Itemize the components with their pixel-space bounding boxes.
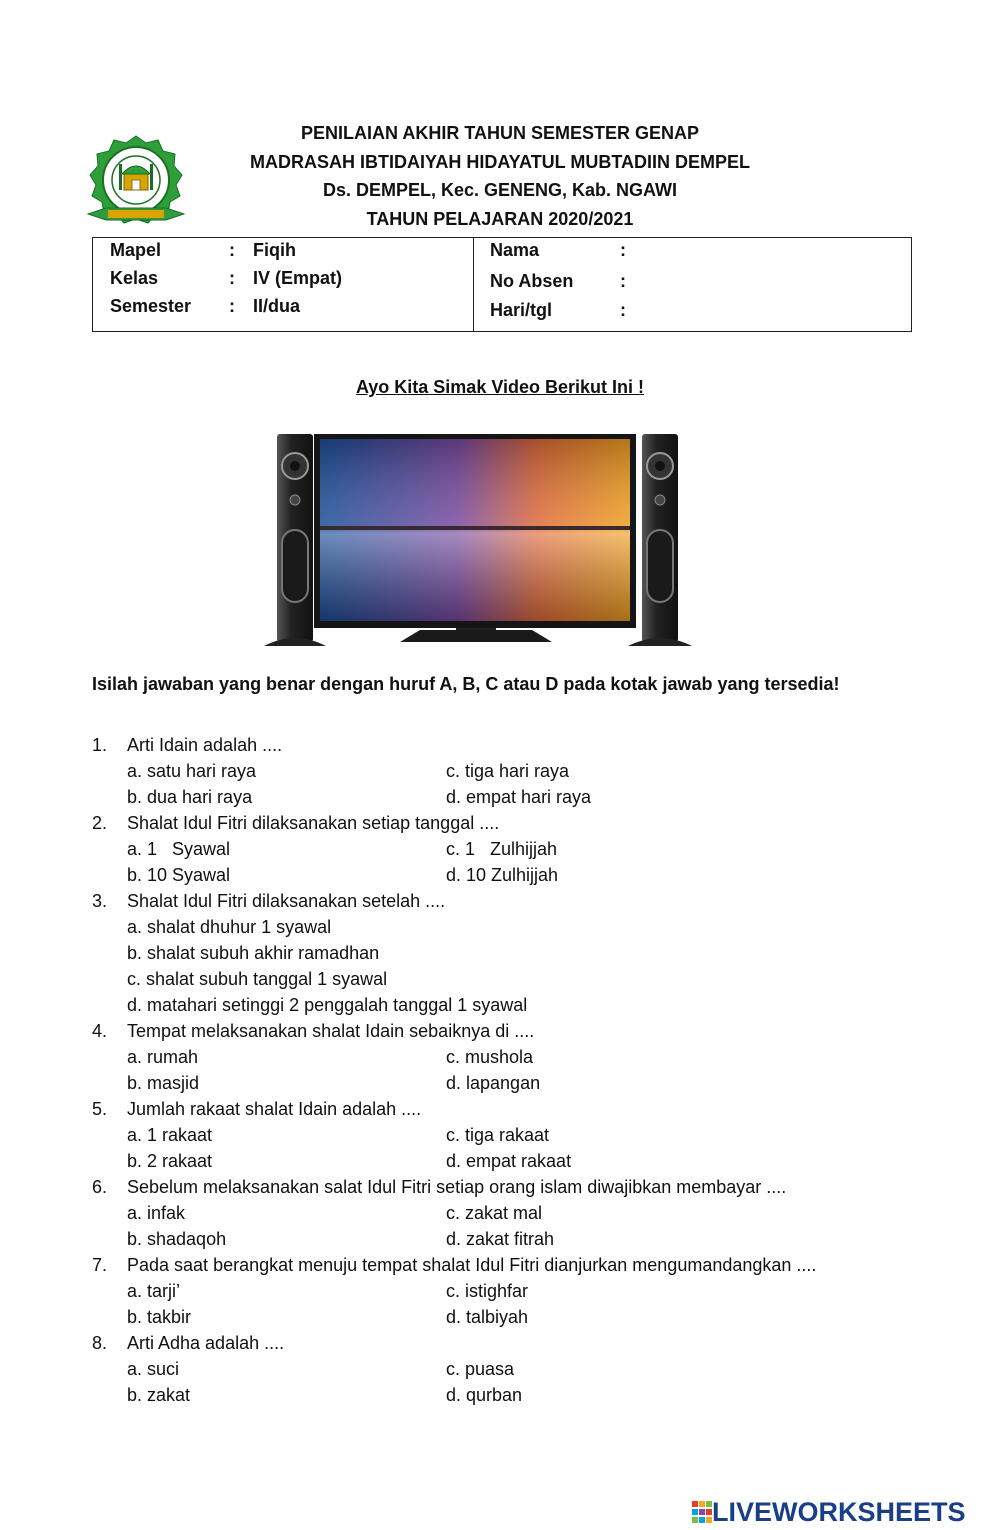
question-number: 4. (92, 1021, 108, 1041)
option-d[interactable]: d. empat hari raya (446, 787, 592, 807)
question-number: 6. (92, 1177, 108, 1197)
option-d[interactable]: d. zakat fitrah (446, 1229, 555, 1249)
option-b[interactable]: b. shadaqoh (127, 1229, 227, 1249)
mapel-label: Mapel (110, 240, 162, 260)
header-line-3: Ds. DEMPEL, Kec. GENENG, Kab. NGAWI (322, 180, 678, 200)
question-text: Arti Adha adalah .... (127, 1333, 285, 1353)
question-text: Arti Idain adalah .... (127, 735, 283, 755)
no-absen-sep: : (620, 271, 626, 291)
kelas-sep: : (229, 268, 235, 288)
semester-value: II/dua (253, 296, 301, 316)
option-a[interactable]: a. 1 rakaat (127, 1125, 213, 1145)
option-b[interactable]: b. takbir (127, 1307, 192, 1327)
question-number: 2. (92, 813, 108, 833)
option-c[interactable]: c. puasa (446, 1359, 515, 1379)
kelas-value: IV (Empat) (253, 268, 343, 288)
question-text: Shalat Idul Fitri dilaksanakan setiap tanggal .... (127, 813, 500, 833)
semester-sep: : (229, 296, 235, 316)
question-text: Jumlah rakaat shalat Idain adalah .... (127, 1099, 422, 1119)
liveworksheets-icon (692, 1499, 712, 1525)
hari-tgl-sep: : (620, 300, 626, 320)
student-info-box (92, 237, 912, 332)
option-d[interactable]: d. talbiyah (446, 1307, 529, 1327)
option-d[interactable]: d. matahari setinggi 2 penggalah tanggal 1 syawal (127, 995, 528, 1015)
option-a[interactable]: a. 1 Syawal (127, 839, 231, 859)
option-c[interactable]: c. mushola (446, 1047, 534, 1067)
instruction-text: Isilah jawaban yang benar dengan huruf A, B, C atau D pada kotak jawab yang tersedia! (92, 674, 840, 694)
option-d[interactable]: d. empat rakaat (446, 1151, 572, 1171)
nama-label: Nama (490, 240, 540, 260)
option-b[interactable]: b. 2 rakaat (127, 1151, 213, 1171)
kelas-label: Kelas (110, 268, 159, 288)
option-b[interactable]: b. dua hari raya (127, 787, 253, 807)
nama-sep: : (620, 240, 626, 260)
question-number: 1. (92, 735, 108, 755)
mapel-value: Fiqih (253, 240, 296, 260)
option-c[interactable]: c. shalat subuh tanggal 1 syawal (127, 969, 388, 989)
info-divider (473, 238, 474, 331)
option-d[interactable]: d. 10 Zulhijjah (446, 865, 559, 885)
option-a[interactable]: a. suci (127, 1359, 180, 1379)
question-number: 3. (92, 891, 108, 911)
question-number: 5. (92, 1099, 108, 1119)
mapel-sep: : (229, 240, 235, 260)
option-a[interactable]: a. tarji’ (127, 1281, 181, 1301)
liveworksheets-text: LIVEWORKSHEETS (712, 1496, 966, 1527)
question-text: Shalat Idul Fitri dilaksanakan setelah .... (127, 891, 446, 911)
tv-video-image[interactable] (260, 430, 692, 650)
option-c[interactable]: c. istighfar (446, 1281, 529, 1301)
semester-label: Semester (110, 296, 192, 316)
header-line-1: PENILAIAN AKHIR TAHUN SEMESTER GENAP (300, 123, 700, 143)
option-d[interactable]: d. lapangan (446, 1073, 541, 1093)
option-d[interactable]: d. qurban (446, 1385, 523, 1405)
school-logo (86, 134, 186, 230)
no-absen-label: No Absen (490, 271, 574, 291)
option-c[interactable]: c. zakat mal (446, 1203, 543, 1223)
option-c[interactable]: c. tiga rakaat (446, 1125, 550, 1145)
liveworksheets-logo[interactable] (692, 1494, 966, 1530)
hari-tgl-label: Hari/tgl (490, 300, 553, 320)
option-a[interactable]: a. rumah (127, 1047, 199, 1067)
question-number: 7. (92, 1255, 108, 1275)
option-a[interactable]: a. satu hari raya (127, 761, 257, 781)
question-number: 8. (92, 1333, 108, 1353)
option-b[interactable]: b. 10 Syawal (127, 865, 231, 885)
header-line-4: TAHUN PELAJARAN 2020/2021 (366, 209, 634, 229)
option-c[interactable]: c. tiga hari raya (446, 761, 570, 781)
option-b[interactable]: b. zakat (127, 1385, 191, 1405)
header-line-2: MADRASAH IBTIDAIYAH HIDAYATUL MUBTADIIN DEMPEL (249, 152, 751, 172)
video-subtitle: Ayo Kita Simak Video Berikut Ini ! (355, 377, 645, 397)
question-text: Sebelum melaksanakan salat Idul Fitri setiap orang islam diwajibkan membayar .... (127, 1177, 787, 1197)
option-a[interactable]: a. shalat dhuhur 1 syawal (127, 917, 332, 937)
option-c[interactable]: c. 1 Zulhijjah (446, 839, 558, 859)
option-b[interactable]: b. masjid (127, 1073, 200, 1093)
question-text: Pada saat berangkat menuju tempat shalat Idul Fitri dianjurkan mengumandangkan .... (127, 1255, 817, 1275)
question-text: Tempat melaksanakan shalat Idain sebaiknya di .... (127, 1021, 535, 1041)
option-a[interactable]: a. infak (127, 1203, 186, 1223)
option-b[interactable]: b. shalat subuh akhir ramadhan (127, 943, 380, 963)
